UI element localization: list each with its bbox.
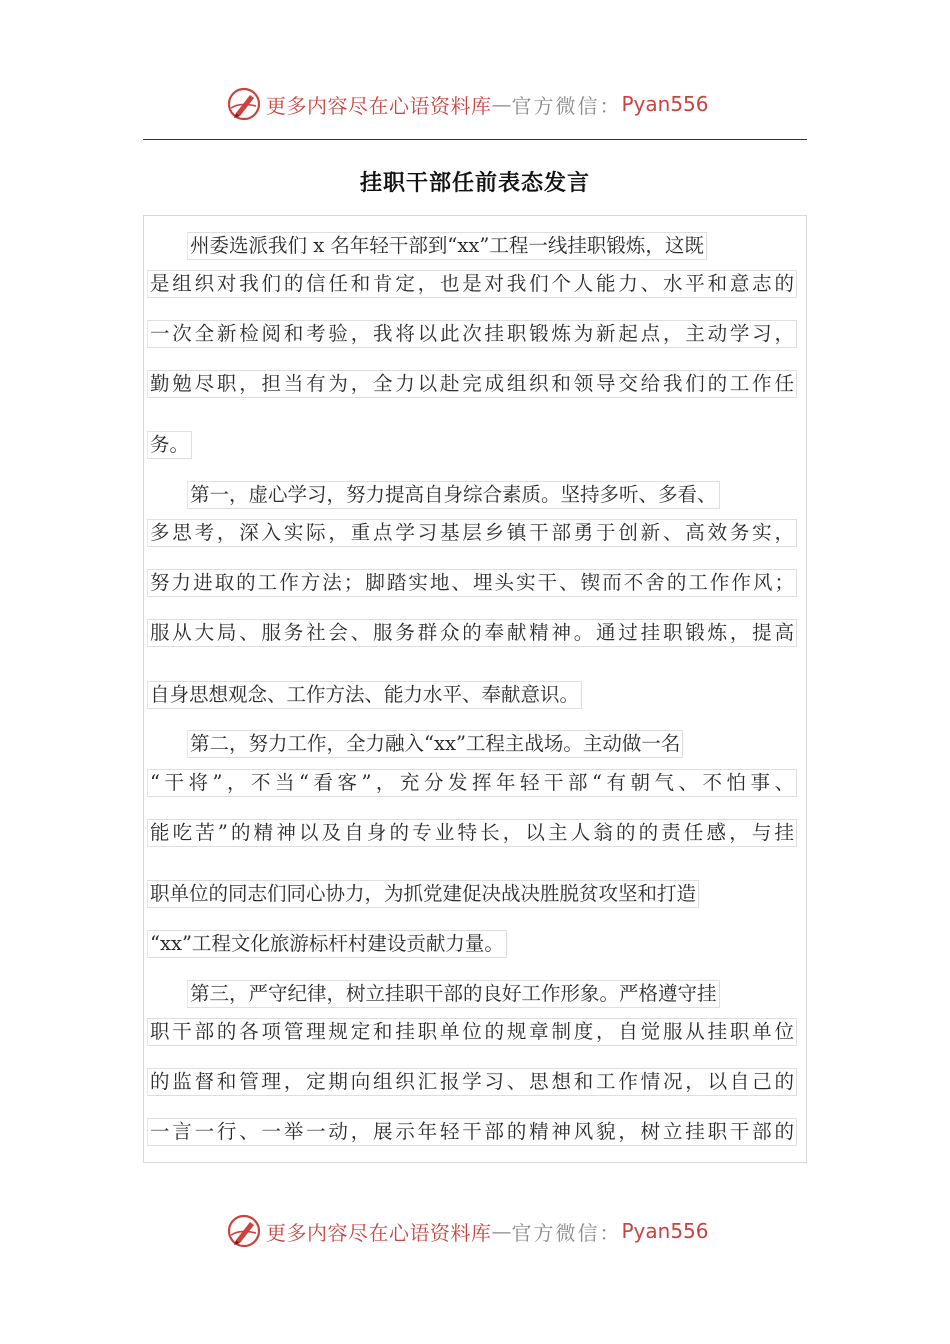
text-line: 一次全新检阅和考验，我将以此次挂职锻炼为新起点，主动学习， [147,320,797,370]
separator: — [491,1219,512,1243]
text-line: “xx”工程文化旅游标杆村建设贡献力量。 [147,918,797,968]
text-line: 州委选派我们 x 名年轻干部到“xx”工程一线挂职锻炼，这既 [147,220,797,270]
text-line: 第二，努力工作，全力融入“xx”工程主战场。主动做一名 [147,719,797,769]
separator: — [491,92,512,116]
text-line: 是组织对我们的信任和肯定，也是对我们个人能力、水平和意志的 [147,270,797,320]
document-title: 挂职干部任前表态发言 [359,170,590,196]
brand-text: 更多内容尽在心语资料库 [266,1220,492,1245]
text-line: 职干部的各项管理规定和挂职单位的规章制度，自觉服从挂职单位 [147,1018,797,1068]
wechat-label: 官方微信： [511,93,622,118]
text-line: 能吃苦”的精神以及自身的专业特长，以主人翁的的责任感，与挂 [147,819,797,869]
header-divider [143,139,807,140]
wechat-label: 官方微信： [511,1220,622,1245]
text-line: 勤勉尽职，担当有为，全力以赴完成组织和领导交给我们的工作任 [147,370,797,420]
text-line: 一言一行、一举一动，展示年轻干部的精神风貌，树立挂职干部的 [147,1118,797,1168]
pen-logo-icon [226,86,262,122]
text-line: 第三，严守纪律，树立挂职干部的良好工作形象。严格遵守挂 [147,968,797,1018]
text-line: 第一，虚心学习，努力提高自身综合素质。坚持多听、多看、 [147,469,797,519]
text-line: 努力进取的工作方法；脚踏实地、埋头实干、锲而不舍的工作作风； [147,569,797,619]
text-line: 的监督和管理，定期向组织汇报学习、思想和工作情况，以自己的 [147,1068,797,1118]
text-line: “干将”，不当“看客”，充分发挥年轻干部“有朝气、不怕事、 [147,769,797,819]
text-line: 自身思想观念、工作方法、能力水平、奉献意识。 [147,669,797,719]
header-banner [226,84,709,124]
text-line: 务。 [147,420,797,470]
text-line: 职单位的同志们同心协力，为抓党建促决战决胜脱贫攻坚和打造 [147,869,797,919]
wechat-id: Pyan556 [621,92,709,116]
brand-text: 更多内容尽在心语资料库 [266,93,492,118]
text-line: 多思考，深入实际，重点学习基层乡镇干部勇于创新、高效务实， [147,519,797,569]
document-body [147,220,797,1168]
wechat-id: Pyan556 [621,1219,709,1243]
pen-logo-icon [226,1213,262,1249]
text-line: 服从大局、服务社会、服务群众的奉献精神。通过挂职锻炼，提高 [147,619,797,669]
footer-banner [226,1211,709,1251]
